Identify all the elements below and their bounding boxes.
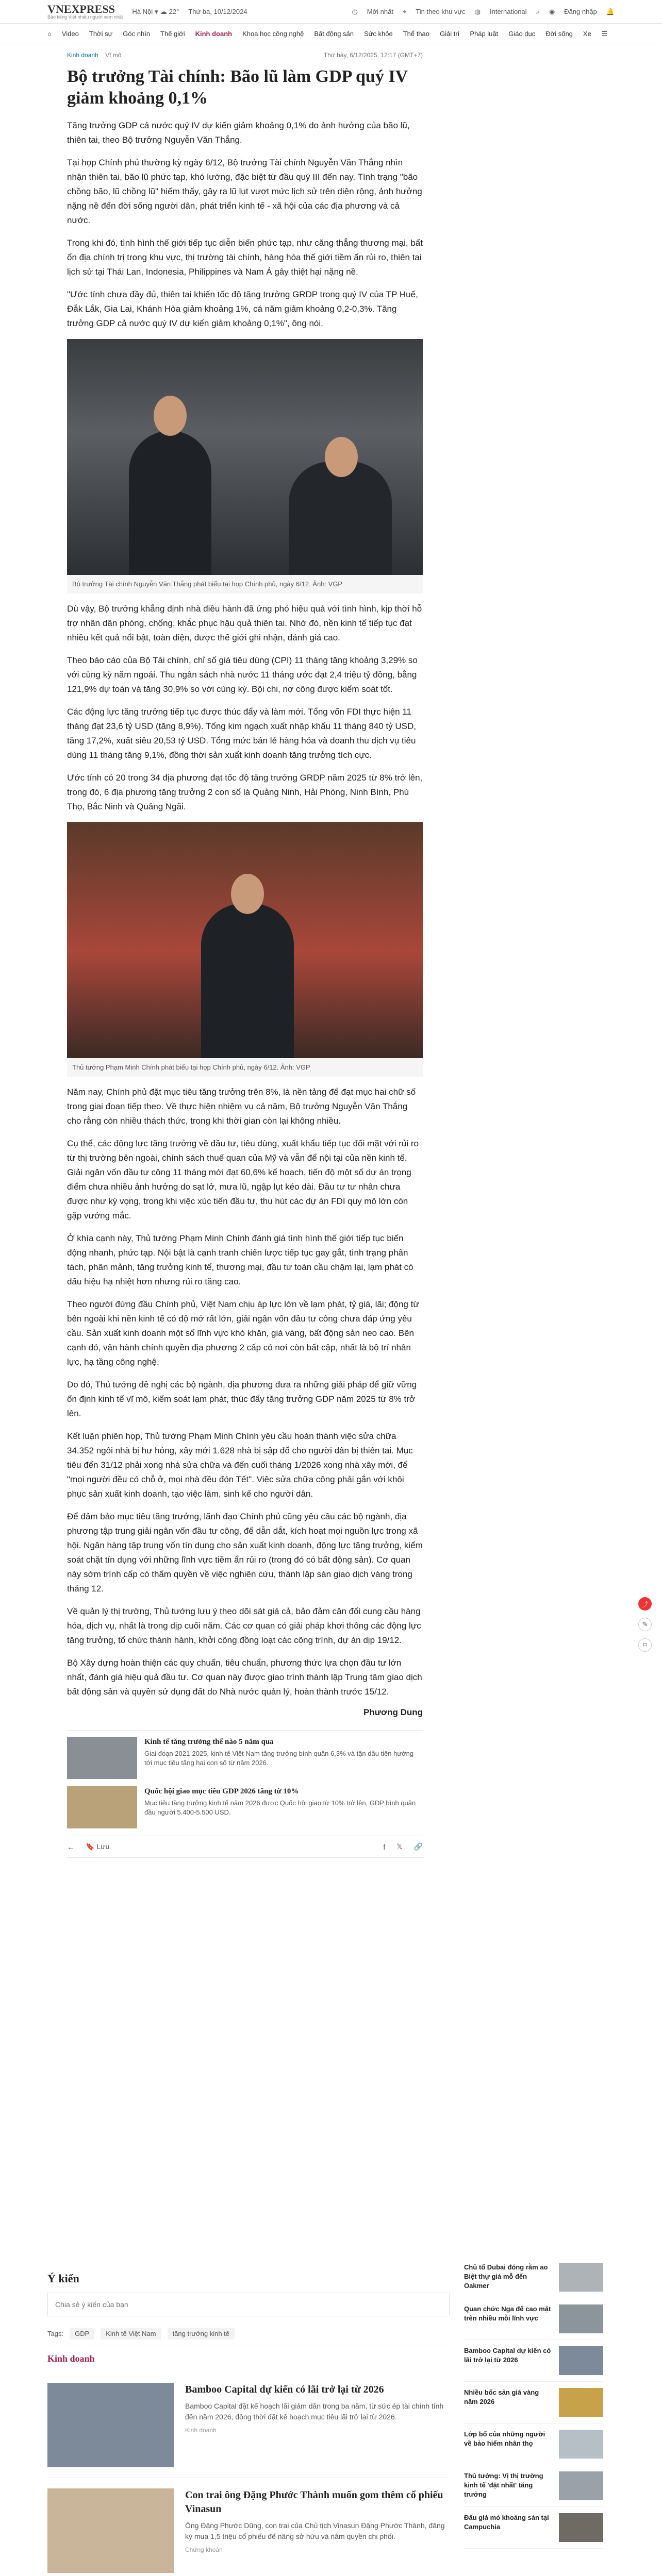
floating-bookmark-button[interactable] (638, 1638, 652, 1652)
tag-item[interactable]: tăng trưởng kinh tế (168, 2328, 235, 2340)
article-paragraph: Do đó, Thủ tướng đề nghị các bộ ngành, địa phương đưa ra những giải pháp để giữ vững ổn định kinh tế vĩ mô, kiểm soát lạm phát, thúc đẩy tăng trưởng GDP năm 2025 từ 8% trở lên. (67, 1380, 417, 1418)
weather-icon: ☁ (160, 7, 167, 15)
bookmark-icon: ⌑ (643, 1641, 647, 1649)
feed-desc: Bamboo Capital đặt kế hoạch lãi giảm dần trong ba năm, từ sức ép tài chính tính đến năm 2026, đồng thời đặt kế hoạch mục tiêu lãi trở lại từ 2026. (185, 2402, 444, 2421)
sidebar-item[interactable] (464, 2340, 603, 2382)
article-paragraph: Tại họp Chính phủ thường kỳ ngày 6/12, Bộ trưởng Tài chính Nguyễn Văn Thắng nhìn nhận thiên tai, bão lũ phức tạp, khó lường, đặc biệt từ đầu quý III đến nay. Tình trạng "bão chồng bão, lũ chồng lũ" hiếm thấy, gây ra lũ lụt vượt mức lịch sử trên diện rộng, ảnh hưởng nặng nề đến đời sống người dân, phát triển kinh tế - xã hội của các địa phương và cả nước. (67, 158, 422, 225)
nav-item-phap-luat[interactable]: Pháp luật (470, 30, 499, 38)
search-icon[interactable]: ⌕ (536, 7, 540, 15)
sidebar-item[interactable] (464, 2507, 603, 2549)
sidebar-thumbnail[interactable] (559, 2430, 603, 2459)
twitter-icon[interactable]: 𝕏 (396, 1842, 403, 1851)
related-item[interactable] (67, 1786, 423, 1828)
article-paragraph: Để đảm bảo mục tiêu tăng trưởng, lãnh đạo Chính phủ cũng yêu cầu các bộ ngành, địa phương tập trung giải ngân vốn đầu tư công, để dẫn dắt, kích hoạt mọi nguồn lực trong xã hội. Ngân hàng tập trung vốn tín dụng cho sản xuất kinh doanh, động lực tăng trưởng, kiểm soát chặt tín dụng với những lĩnh vực tiềm ẩn rủi ro (trong đó có bất động sản). Cơ quan này sớm trình cấp có thẩm quyền về việc nghiên cứu, thành lập sàn giao dịch vàng trong tháng 12. (67, 1512, 423, 1594)
top-bar (0, 0, 662, 24)
tags-bar (47, 2328, 450, 2346)
feed-thumbnail[interactable] (47, 2488, 174, 2573)
article-paragraph: Bộ Xây dựng hoàn thiện các quy chuẩn, tiêu chuẩn, phương thức lựa chọn đầu tư lớn nhất, đánh giá hiệu quả đầu tư. Cơ quan này được giao trình thành lập Trung tâm giao dịch bất động sản và quyền sử dụng đất do Nhà nước quản lý, hoàn thành trước 15/12. (67, 1658, 422, 1697)
article-paragraph: Cụ thể, các động lực tăng trưởng về đầu tư, tiêu dùng, xuất khẩu tiếp tục đối mặt với rủi ro từ thị trường bên ngoài, chính sách thuế quan của Mỹ và vẫn để nội tại của nền kinh tế. Giải ngân vốn đầu tư công 11 tháng mới đạt 60,6% kế hoạch, tiến độ một số dự án trọng điểm chưa nhiều ảnh hưởng do sạt lở, mưa lũ, ngập lụt kéo dài. Đầu tư tư nhân chưa được như kỳ vọng, trong khi việc xúc tiến đầu tư, thu hút các dự án FDI quy mô lớn còn gặp vướng mắc. (67, 1139, 419, 1221)
related-item[interactable] (67, 1737, 423, 1779)
tag-item[interactable]: Kinh tế Việt Nam (101, 2328, 161, 2340)
article-paragraph: Dù vậy, Bộ trưởng khẳng định nhà điều hành đã ứng phó hiệu quả với tình hình, kịp thời hỗ trợ nhân dân phòng, chống, khắc phục hậu quả thiên tai. Nhờ đó, nền kinh tế tiếp tục đạt nhiều kết quả nổi bật, toàn diện, được thế giới ghi nhận, đánh giá cao. (67, 604, 422, 642)
figure-prime-minister (67, 822, 423, 1077)
feed-item[interactable] (47, 2372, 450, 2478)
article-paragraph: Trong khi đó, tình hình thế giới tiếp tục diễn biến phức tạp, như căng thẳng thương mại, bất ổn địa chính trị trong khu vực, thị trường tài chính, hàng hóa thế giới tiềm ẩn rủi ro, thiên tai lịch sử tại Thái Lan, Indonesia, Philippines và Nam Á gây thiệt hại nặng nề. (67, 238, 423, 277)
feed-item[interactable] (47, 2478, 450, 2576)
share-icon: ⤴ (641, 1600, 649, 1608)
sidebar-item-title[interactable]: Quan chức Nga để cao mặt trên nhiều mỗi lĩnh vực (464, 2305, 551, 2322)
breadcrumb-subcategory[interactable]: Vĩ mô (105, 52, 122, 59)
nav-item-the-thao[interactable]: Thể thao (403, 30, 430, 38)
link-icon[interactable]: 🔗 (413, 1842, 423, 1851)
save-button[interactable] (86, 1842, 109, 1851)
photo-caption: Thủ tướng Phạm Minh Chính phát biểu tại họp Chính phủ, ngày 6/12. Ảnh: VGP (67, 1058, 423, 1077)
photo-caption: Bộ trưởng Tài chính Nguyễn Văn Thắng phát biểu tại họp Chính phủ, ngày 6/12. Ảnh: VGP (67, 575, 423, 594)
latest-link[interactable]: Mới nhất (367, 8, 393, 15)
save-label: Lưu (96, 1842, 110, 1851)
temperature: 22° (169, 8, 179, 15)
sidebar-thumbnail[interactable] (559, 2304, 603, 2333)
comments-section (47, 2272, 450, 2576)
sidebar-thumbnail[interactable] (559, 2513, 603, 2542)
nav-item-bat-dong-san[interactable]: Bất động sản (314, 30, 354, 38)
sidebar-item[interactable] (464, 2465, 603, 2507)
sidebar (464, 2257, 603, 2549)
international-link[interactable]: International (490, 8, 527, 15)
bell-icon[interactable]: 🔔 (606, 7, 615, 15)
sidebar-item[interactable] (464, 2298, 603, 2340)
related-title[interactable]: Quốc hội giao mục tiêu GDP 2026 tăng từ 10% (144, 1787, 299, 1795)
photo-subject-2 (289, 462, 392, 575)
article-paragraph: Về quản lý thị trường, Thủ tướng lưu ý theo dõi sát giá cả, bảo đảm cân đối cung cầu hàng hóa, dịch vụ, nhất là trong dịp cuối năm. Các cơ quan có giải pháp khơi thông các động lực tăng trưởng, tổ chức thành hành, khởi công đồng loạt các công trình, dự án dịp 19/12. (67, 1606, 421, 1645)
breadcrumb (67, 52, 423, 59)
photo-subject-2-face (325, 437, 358, 477)
article-paragraph: Các động lực tăng trưởng tiếp tục được thúc đẩy và làm mới. Tổng vốn FDI thực hiện 11 tháng đạt 23,6 tỷ USD (tăng 8,9%). Tổng kim ngạch xuất nhập khẩu 11 tháng 840 tỷ USD, tăng 17,2%, xuất siêu 20,53 tỷ USD. Tổng mức bán lẻ hàng hóa và doanh thu dịch vụ tiêu dùng 11 tháng tăng 9,1%, đồng thời sản xuất kinh doanh tăng trưởng tích cực. (67, 707, 416, 760)
sidebar-item-title[interactable]: Lớp bổ của những người về bảo hiểm nhân thọ (464, 2430, 545, 2447)
related-desc: Mục tiêu tăng trưởng kinh tế năm 2026 được Quốc hội giao từ 10% trở lên, GDP bình quân đầu người 5.400-5.500 USD. (144, 1799, 416, 1816)
sidebar-item-title[interactable]: Bamboo Capital dự kiến có lãi trở lại từ 2026 (464, 2347, 551, 2364)
feed-section-title[interactable]: Kinh doanh (47, 2353, 95, 2364)
sidebar-item-title[interactable]: Thủ tướng: Vị thị trường kinh tế 'đặt nhất' tăng trưởng (464, 2472, 543, 2498)
related-thumbnail[interactable] (67, 1786, 137, 1828)
nav-item-suc-khoe[interactable]: Sức khỏe (364, 30, 393, 38)
nav-item-doi-song[interactable]: Đời sống (545, 30, 573, 38)
related-title[interactable]: Kinh tế tăng trưởng thế nào 5 năm qua (144, 1738, 274, 1746)
comments-title: Ý kiến (47, 2272, 79, 2285)
breadcrumb-links (67, 52, 121, 59)
sidebar-item-title[interactable]: Nhiều bốc sản giá vàng năm 2026 (464, 2388, 539, 2405)
comment-icon: ✎ (642, 1620, 648, 1628)
sidebar-item-title[interactable]: Đấu giá mỏ khoáng sản tại Campuchia (464, 2514, 549, 2531)
related-articles (67, 1730, 423, 1828)
location-weather[interactable] (132, 8, 179, 16)
related-thumbnail[interactable] (67, 1737, 137, 1779)
nav-item-kinh-doanh[interactable]: Kinh doanh (195, 30, 233, 38)
bookmark-icon: 🔖 (86, 1842, 95, 1851)
tags-label: Tags: (47, 2330, 64, 2337)
photo-prime-minister[interactable] (67, 822, 423, 1058)
article-toolbar (67, 1836, 423, 1858)
article (67, 52, 423, 1858)
nav-item-xe[interactable]: Xe (583, 30, 591, 38)
figure-finance-minister (67, 339, 423, 594)
article-paragraph: Theo người đứng đầu Chính phủ, Việt Nam chịu áp lực lớn về lạm phát, tỷ giá, lãi; động từ bên ngoài khi nền kinh tế có độ mở rất lớn, giải ngân vốn đầu tư công chưa đáp ứng yêu cầu. Sản xuất kinh doanh một số lĩnh vực khó khăn, giá vàng, bất động sản neo cao. Bên cạnh đó, vận hành chính quyền địa phương 2 cấp có nơi còn bất cập, nhất là bộ trí nhân lực, hạ tầng công nghệ. (67, 1299, 419, 1367)
sidebar-thumbnail[interactable] (559, 2471, 603, 2500)
article-paragraph: Ở khía cạnh này, Thủ tướng Phạm Minh Chính đánh giá tình hình thế giới tiếp tục biến động nhanh, phức tạp. Nội bật là cạnh tranh chiến lược tiếp tục gay gắt, tình trạng phân tách, phân mảnh, tăng trưởng kinh tế, thương mại, đầu tư toàn cầu chậm lại, lạm phát có dấu hiệu hạ nhiệt hơn nhưng rủi ro tăng cao. (67, 1233, 413, 1286)
map-pin-icon: ⌖ (402, 7, 407, 15)
article-paragraph: Kết luận phiên họp, Thủ tướng Phạm Minh Chính yêu cầu hoàn thành việc sửa chữa 34.352 ngôi nhà bị hư hỏng, xây mới 1.628 nhà bị sập đổ cho người dân bị thiên tai. Mục tiêu đến 31/12 phải xong nhà sửa chữa và đến cuối tháng 1/2026 xong nhà xây mới, để "mọi người đều có chỗ ở, mọi nhà đều đón Tết". Việc sửa chữa công phải gắn với khôi phục sản xuất kinh doanh, tạo việc làm, sinh kế cho người dân. (67, 1431, 413, 1499)
breadcrumb-category[interactable]: Kinh doanh (67, 52, 98, 59)
nav-item-giao-duc[interactable]: Giáo dục (508, 30, 536, 38)
chevron-down-icon: ▾ (155, 7, 158, 15)
floating-comment-button[interactable] (638, 1618, 652, 1631)
feed-thumbnail[interactable] (47, 2383, 174, 2467)
sidebar-item[interactable] (464, 2382, 603, 2424)
nav-item-khoa-hoc[interactable]: Khoa học công nghệ (242, 30, 304, 38)
photo-subject-face (154, 396, 187, 436)
article-sapo: Tăng trưởng GDP cả nước quý IV dự kiến giảm khoảng 0,1% do ảnh hưởng của bão lũ, thiên tai, theo Bộ trưởng Nguyễn Văn Thắng. (67, 121, 410, 145)
nav-item-video[interactable]: Video (61, 30, 79, 38)
article-timestamp: Thứ bảy, 6/12/2025, 12:17 (GMT+7) (323, 52, 423, 59)
login-link[interactable]: Đăng nhập (564, 8, 597, 15)
sidebar-thumbnail[interactable] (559, 2263, 603, 2292)
menu-icon[interactable]: ☰ (601, 29, 608, 38)
site-logo[interactable] (47, 4, 123, 20)
location-label: Hà Nội (132, 8, 153, 15)
article-author: Phương Dung (363, 1707, 423, 1717)
logo-text: VNEXPRESS (47, 2, 115, 15)
nav-item-goc-nhin[interactable]: Góc nhìn (123, 30, 151, 38)
back-arrow-icon[interactable]: ← (67, 1842, 74, 1851)
sidebar-item[interactable] (464, 2424, 603, 2465)
sidebar-thumbnail[interactable] (559, 2388, 603, 2417)
tag-item[interactable]: GDP (70, 2328, 94, 2340)
article-paragraph: Theo báo cáo của Bộ Tài chính, chỉ số giá tiêu dùng (CPI) 11 tháng tăng khoảng 3,29% so với cùng kỳ năm ngoái. Thu ngân sách nhà nước 11 tháng ước đạt 2,4 triệu tỷ đồng, bằng 121,9% dự toán và tăng 30,9% so với cùng kỳ. Bội chi, nợ công được kiểm soát tốt. (67, 655, 418, 694)
feed-meta[interactable]: Chứng khoán (185, 2546, 223, 2553)
clock-icon: ◷ (352, 7, 358, 15)
article-paragraph: Ước tính có 20 trong 34 địa phương đạt tốc độ tăng trưởng GRDP năm 2025 từ 8% trở lên, trong đó, 6 địa phương tăng trưởng 2 con số là Quảng Ninh, Hải Phòng, Ninh Bình, Phú Thọ, Bắc Ninh và Quảng Ngãi. (67, 773, 423, 811)
regional-link[interactable]: Tin theo khu vực (416, 8, 466, 15)
feed-meta[interactable]: Kinh doanh (185, 2427, 217, 2434)
article-title: Bộ trưởng Tài chính: Bão lũ làm GDP quý IV giảm khoảng 0,1% (67, 67, 408, 108)
photo-finance-minister[interactable] (67, 339, 423, 575)
nav-item-giai-tri[interactable]: Giải trí (440, 30, 460, 38)
photo-subject-face (231, 874, 264, 914)
related-desc: Giai đoạn 2021-2025, kinh tế Việt Nam tăng trưởng bình quân 6,3% và tận dầu tiên hướng tới mục tiêu tăng hai con số từ năm 2026. (144, 1750, 414, 1767)
facebook-icon[interactable]: f (383, 1842, 386, 1851)
feed-title[interactable]: Bamboo Capital dự kiến có lãi trở lại từ 2026 (185, 2384, 384, 2395)
current-date: Thứ ba, 10/12/2024 (188, 8, 247, 15)
nav-item-the-gioi[interactable]: Thế giới (160, 30, 185, 38)
feed-desc: Ông Đặng Phước Dũng, con trai của Chủ tịch Vinasun Đặng Phước Thành, đăng ký mua 1,5 triệu cổ phiếu để nâng sở hữu và nắm quyền chi phối. (185, 2521, 445, 2540)
photo-subject (201, 904, 294, 1058)
feed-title[interactable]: Con trai ông Đặng Phước Thành muốn gom thêm cổ phiếu Vinasun (185, 2489, 443, 2515)
logo-tagline: Báo tiếng Việt nhiều người xem nhất (47, 14, 123, 20)
globe-icon: ◍ (474, 7, 481, 15)
sidebar-item-title[interactable]: Chủ tổ Dubai đóng rằm ao Biệt thự giá mỗ đến Oakmer (464, 2263, 548, 2290)
comment-input[interactable] (47, 2293, 450, 2316)
nav-item-thoi-su[interactable]: Thời sự (89, 30, 113, 38)
photo-subject (129, 431, 211, 575)
sidebar-thumbnail[interactable] (559, 2346, 603, 2375)
main-nav (0, 24, 662, 44)
floating-share-button[interactable] (638, 1597, 652, 1611)
sidebar-item[interactable] (464, 2257, 603, 2298)
article-paragraph: Năm nay, Chính phủ đặt mục tiêu tăng trưởng trên 8%, là nền tảng để đạt mục hai chữ số trong giai đoạn tiếp theo. Về thực hiện nhiệm vụ cả năm, Bộ trưởng Nguyễn Văn Thắng cho rằng còn nhiều thách thức, trong khi thời gian còn lại không nhiều. (67, 1087, 416, 1126)
article-paragraph: "Ước tính chưa đầy đủ, thiên tai khiến tốc độ tăng trưởng GRDP trong quý IV của TP Huế, Đắk Lắk, Gia Lai, Khánh Hòa giảm khoảng 1%, cá năm giảm khoảng 0,2-0,3%. Tăng trưởng GDP cả nước quý IV dự kiến giảm khoảng 0,1%", ông nói. (67, 290, 418, 328)
home-icon[interactable]: ⌂ (47, 30, 52, 38)
user-icon: ◉ (549, 7, 555, 15)
